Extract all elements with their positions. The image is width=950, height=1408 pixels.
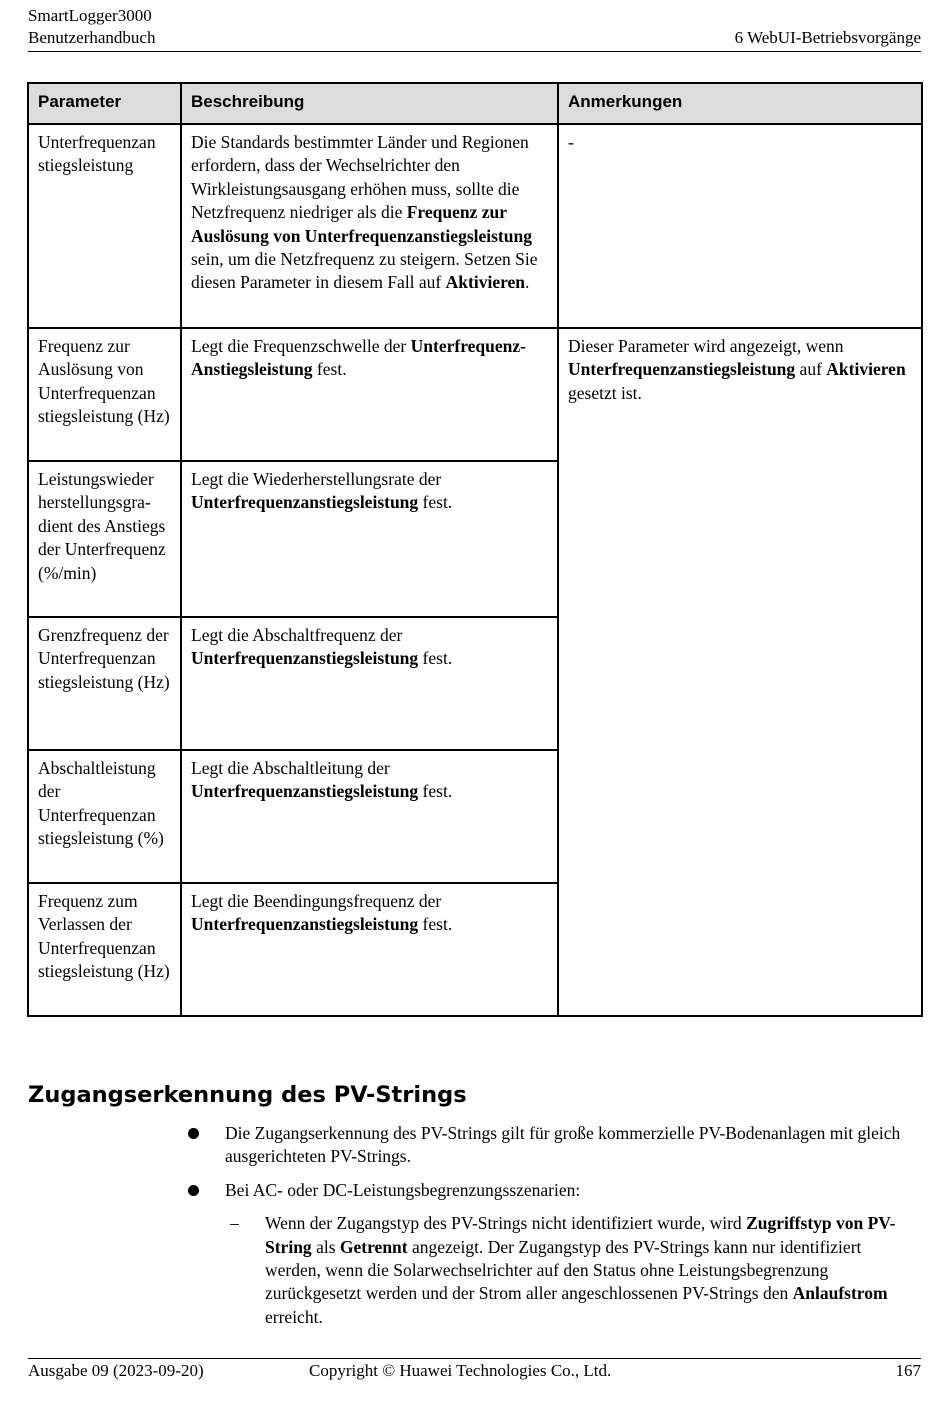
bullet-icon bbox=[188, 1128, 199, 1139]
description-cell: Legt die Wiederherstellungsrate der Unterfrequenzanstiegsleistung fest. bbox=[181, 461, 558, 617]
list-item bbox=[185, 1179, 905, 1202]
product-name: SmartLogger3000 bbox=[28, 6, 152, 25]
parameter-cell: Unterfrequenzan stiegsleistung bbox=[28, 124, 181, 328]
list-item bbox=[185, 1122, 905, 1169]
parameter-cell: Frequenz zur Auslösung von Unterfrequenzan stiegsleistung (Hz) bbox=[28, 328, 181, 461]
section-title: Zugangserkennung des PV-Strings bbox=[28, 1082, 467, 1108]
page-number: 167 bbox=[895, 1361, 921, 1380]
list-item-text: Bei AC- oder DC-Leistungsbegrenzungsszenarien: bbox=[225, 1179, 581, 1200]
parameter-cell: Leistungswieder herstellungsgra- dient des Anstiegs der Unterfrequenz (%/min) bbox=[28, 461, 181, 617]
description-cell: Die Standards bestimmter Länder und Regionen erfordern, dass der Wechselrichter den Wirkleistungsausgang erhöhen muss, sollte die Netzfrequenz niedriger als die Frequenz zur Auslösung von Unterfrequenzanstiegsleistung sein, um die Netzfrequenz zu steigern. Setzen Sie diesen Parameter in diesem Fall auf Aktivieren. bbox=[181, 124, 558, 328]
sub-list-item-text: Wenn der Zugangstyp des PV-Strings nicht identifiziert wurde, wird Zugriffstyp von PV-String als Getrennt angezeigt. Der Zugangstyp des PV-Strings kann nur identifiziert werden, wenn die Solarwechselrichter auf den Status ohne Leistungsbegrenzung zurückgesetzt werden und der Strom aller angeschlossenen PV-Strings den Anlaufstrom erreicht. bbox=[265, 1213, 896, 1327]
dash-marker: – bbox=[230, 1213, 239, 1234]
column-header-parameter: Parameter bbox=[28, 83, 181, 124]
bullet-list bbox=[185, 1122, 905, 1329]
list-item-text: Die Zugangserkennung des PV-Strings gilt für große kommerzielle PV-Bodenanlagen mit gleich ausgerichteten PV-Strings. bbox=[225, 1123, 901, 1167]
remarks-cell: Dieser Parameter wird angezeigt, wenn Unterfrequenzanstiegsleistung auf Aktivieren gesetzt ist. bbox=[558, 328, 922, 1016]
chapter-title: 6 WebUI-Betriebsvorgänge bbox=[734, 28, 921, 47]
page-footer bbox=[28, 1358, 921, 1389]
table-row bbox=[28, 124, 922, 328]
edition-info: Ausgabe 09 (2023-09-20) bbox=[28, 1361, 204, 1380]
manual-name: Benutzerhandbuch bbox=[28, 28, 156, 47]
parameter-cell: Abschaltleistung der Unterfrequenzan stiegsleistung (%) bbox=[28, 750, 181, 883]
copyright-notice: Copyright © Huawei Technologies Co., Ltd. bbox=[309, 1361, 612, 1380]
column-header-remarks: Anmerkungen bbox=[558, 83, 922, 124]
sub-list-item bbox=[185, 1212, 905, 1329]
column-header-description: Beschreibung bbox=[181, 83, 558, 124]
parameter-table bbox=[27, 82, 923, 1017]
table-header-row bbox=[28, 83, 922, 124]
parameter-cell: Frequenz zum Verlassen der Unterfrequenzan stiegsleistung (Hz) bbox=[28, 883, 181, 1016]
parameter-cell: Grenzfrequenz der Unterfrequenzan stiegsleistung (Hz) bbox=[28, 617, 181, 750]
page-header bbox=[28, 5, 921, 52]
bullet-icon bbox=[188, 1185, 199, 1196]
description-cell: Legt die Frequenzschwelle der Unterfrequenz-Anstiegsleistung fest. bbox=[181, 328, 558, 461]
description-cell: Legt die Abschaltfrequenz der Unterfrequenzanstiegsleistung fest. bbox=[181, 617, 558, 750]
description-cell: Legt die Abschaltleitung der Unterfrequenzanstiegsleistung fest. bbox=[181, 750, 558, 883]
table-row bbox=[28, 328, 922, 461]
description-cell: Legt die Beendingungsfrequenz der Unterfrequenzanstiegsleistung fest. bbox=[181, 883, 558, 1016]
remarks-cell: - bbox=[558, 124, 922, 328]
